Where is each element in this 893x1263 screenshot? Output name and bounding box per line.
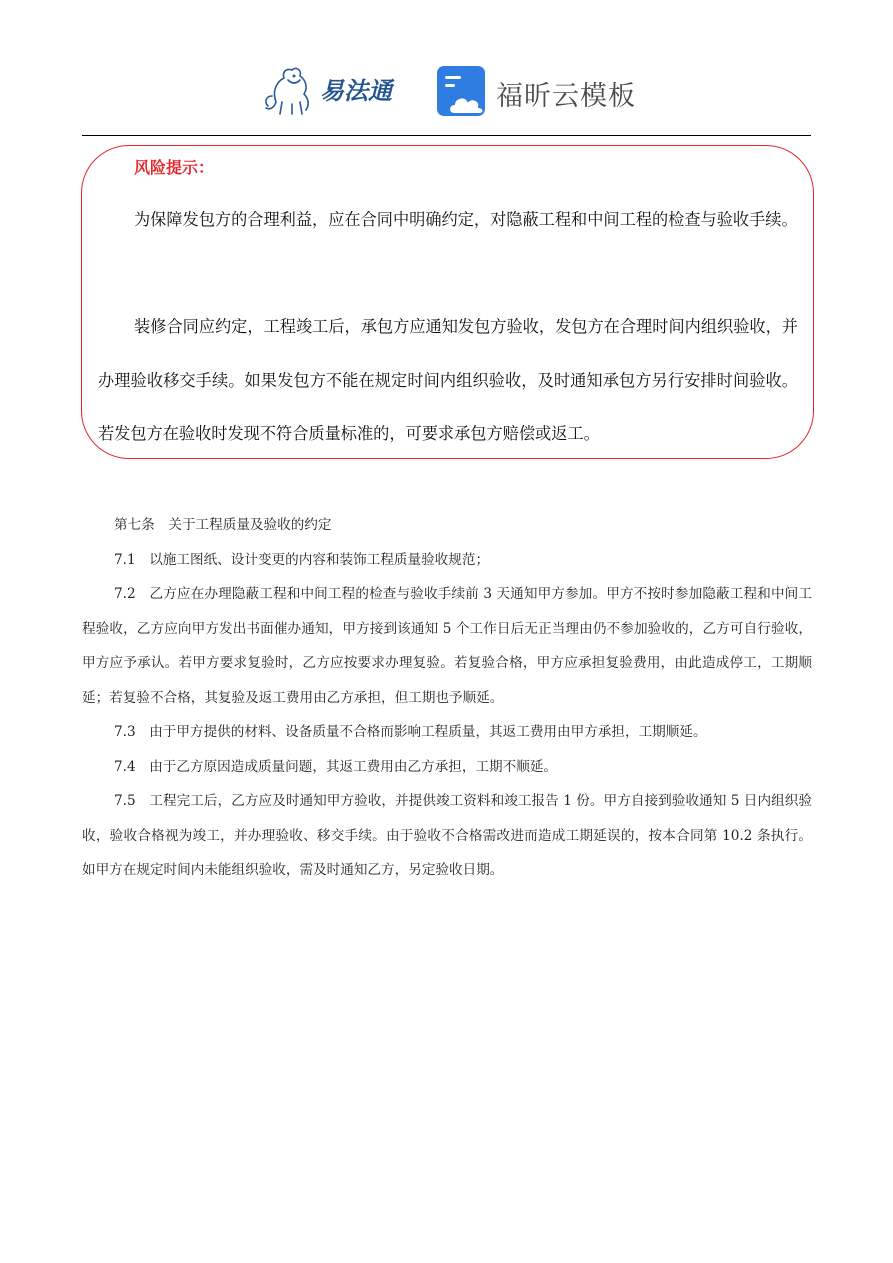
risk-warning-box — [81, 145, 814, 459]
yifatong-wordmark: 易法通 — [320, 76, 392, 105]
risk-title: 风险提示： — [134, 158, 215, 177]
article-heading: 第七条 关于工程质量及验收的约定 — [114, 517, 332, 533]
risk-paragraph: 为保障发包方的合理利益，应在合同中明确约定，对隐蔽工程和中间工程的检查与验收手续。 — [134, 210, 798, 229]
clause-7-2: 7.2 乙方应在办理隐蔽工程和中间工程的检查与验收手续前 3 天通知甲方参加。甲方不按时参加隐蔽工程和中间工程验收，乙方应向甲方发出书面催办通知，甲方接到该通知 5 个工作日后无正当理由仍不参加验收的，乙方可自行验收，甲方应予承认。若甲方要求复验时，乙方应按要求办理复验。若复验合格，甲方应承担复验费用，由此造成停工，工期顺延；若复验不合格，其复验及返工费用由乙方承担，但工期也予顺延。 — [82, 586, 812, 706]
page-header — [0, 56, 893, 126]
yifatong-logo — [262, 62, 412, 118]
clause-7-1: 7.1 以施工图纸、设计变更的内容和装饰工程质量验收规范； — [114, 551, 490, 568]
clause-7-3: 7.3 由于甲方提供的材料、设备质量不合格而影响工程质量，其返工费用由甲方承担，工期顺延。 — [114, 724, 707, 740]
contract-article — [82, 508, 812, 888]
clause-7-5: 7.5 工程完工后，乙方应及时通知甲方验收，并提供竣工资料和竣工报告 1 份。甲方自接到验收通知 5 日内组织验收，验收合格视为竣工，并办理验收、移交手续。由于验收不合格需改进而造成工期延误的，按本合同第 10.2 条执行。如甲方在规定时间内未能组织验收，需及时通知乙方，另定验收日期。 — [82, 793, 812, 878]
clause-7-4: 7.4 由于乙方原因造成质量问题，其返工费用由乙方承担，工期不顺延。 — [114, 758, 558, 775]
fuxin-wordmark: 福昕云模板 — [496, 81, 636, 112]
fuxin-cloud-icon — [436, 64, 490, 118]
risk-paragraph: 装修合同应约定，工程竣工后，承包方应通知发包方验收，发包方在合理时间内组织验收，并办理验收移交手续。如果发包方不能在规定时间内组织验收，及时通知承包方另行安排时间验收。若发包方在验收时发现不符合质量标准的，可要求承包方赔偿或返工。 — [98, 317, 798, 443]
yifatong-wordmark-graphic — [262, 62, 412, 118]
header-divider — [82, 135, 811, 136]
fuxin-logo — [436, 64, 636, 118]
